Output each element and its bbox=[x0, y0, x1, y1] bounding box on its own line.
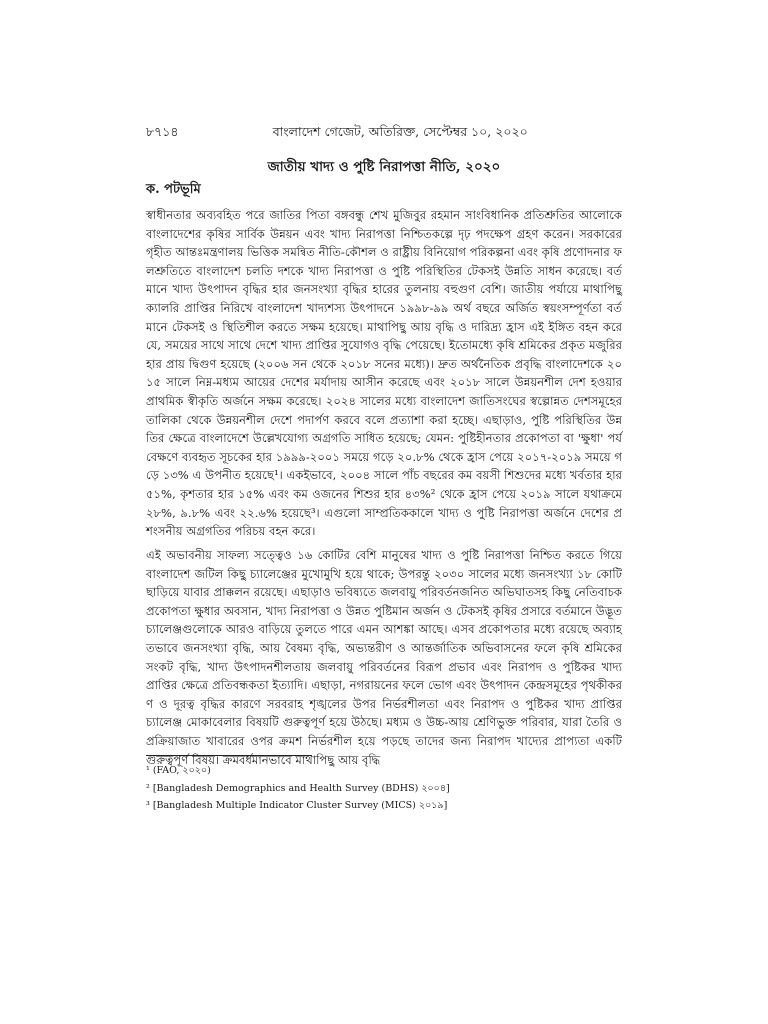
paragraph-background: স্বাধীনতার অব্যবহিত পরে জাতির পিতা বঙ্গবন্ধু শেখ মুজিবুর রহমান সাংবিধানিক প্রতিশ্রুতির আলোকে বাংলাদেশের কৃষির সার্বিক উন্নয়ন এবং খাদ্য নিরাপত্তা নিশ্চিতকল্পে দৃঢ় পদক্ষেপ গ্রহণ করেন। সরকারের গৃহীত আন্তঃমন্ত্রণালয় ভিত্তিক সমন্বিত নীতি-কৌশল ও রাষ্ট্রীয় বিনিয়োগ পরিকল্পনা এবং কৃষি প্রণোদনার ফলশ্রুতিতে বাংলাদেশ চলতি দশকে খাদ্য নিরাপত্তা ও পুষ্টি পরিস্থিতির টেকসই উন্নতি সাধন করেছে। বর্তমানে খাদ্য উৎপাদন বৃদ্ধির হার জনসংখ্যা বৃদ্ধির হারের তুলনায় বহুগুণ বেশি। জাতীয় পর্যায়ে মাথাপিছু ক্যালরি প্রাপ্তির নিরিখে বাংলাদেশ খাদ্যশস্য উৎপাদনে ১৯৯৮-৯৯ অর্থ বছরে অর্জিত স্বয়ংসম্পূর্ণতা বর্তমানে টেকসই ও স্থিতিশীল করতে সক্ষম হয়েছে। মাথাপিছু আয় বৃদ্ধি ও দারিদ্র্য হ্রাস এই ইঙ্গিত বহন করে যে, সময়ের সাথে সাথে দেশে খাদ্য প্রাপ্তির সুযোগও বৃদ্ধি পেয়েছে। ইতোমধ্যে কৃষি শ্রমিকের প্রকৃত মজুরির হার প্রায় দ্বিগুণ হয়েছে (২০০৬ সন থেকে ২০১৮ সনের মধ্যে)। দ্রুত অর্থনৈতিক প্রবৃদ্ধি বাংলাদেশকে ২০১৫ সালে নিম্ন-মধ্যম আয়ের দেশের মর্যাদায় আসীন করেছে এবং ২০১৮ সালে উন্নয়নশীল দেশ হওয়ার প্রাথমিক স্বীকৃতি অর্জনে সক্ষম করেছে। ২০২৪ সালের মধ্যে বাংলাদেশ জাতিসংঘের স্বল্পোন্নত দেশসমূহের তালিকা থেকে উন্নয়নশীল দেশে পদার্পণ করবে বলে প্রত্যাশা করা হচ্ছে। এছাড়াও, পুষ্টি পরিস্থিতির উন্নতির ক্ষেত্রে বাংলাদেশে উল্লেখযোগ্য অগ্রগতি সাধিত হয়েছে; যেমন: পুষ্টিহীনতার প্রকোপতা বা 'ক্ষুধা' পর্যবেক্ষণে ব্যবহৃত সূচকের হার ১৯৯৯-২০০১ সময়ে গড়ে ২০.৮% থেকে হ্রাস পেয়ে ২০১৭-২০১৯ সময়ে গড়ে ১৩% এ উপনীত হয়েছে¹। একইভাবে, ২০০৪ সালে পাঁচ বছরের কম বয়সী শিশুদের মধ্যে খর্বতার হার ৫১%, কৃশতার হার ১৫% এবং কম ওজনের শিশুর হার ৪৩%² থেকে হ্রাস পেয়ে ২০১৯ সালে যথাক্রমে ২৮%, ৯.৮% এবং ২২.৬% হয়েছে³। এগুলো সাম্প্রতিককালে খাদ্য ও পুষ্টি নিরাপত্তা অর্জনে দেশের প্রশংসনীয় অগ্রগতির পরিচয় বহন করে। bbox=[146, 208, 622, 539]
document-title: জাতীয় খাদ্য ও পুষ্টি নিরাপত্তা নীতি, ২০২০ bbox=[267, 159, 501, 175]
page-number: ৮৭১৪ bbox=[146, 124, 179, 139]
paragraph-challenges: এই অভাবনীয় সাফল্য সত্ত্বেও ১৬ কোটির বেশি মানুষের খাদ্য ও পুষ্টি নিরাপত্তা নিশ্চিত করতে গিয়ে বাংলাদেশ জটিল কিছু চ্যালেঞ্জের মুখোমুখি হয়ে থাকে; উপরন্তু ২০৩০ সালের মধ্যে জনসংখ্যা ১৮ কোটি ছাড়িয়ে যাবার প্রাক্কলন রয়েছে। এছাড়াও ভবিষ্যতে জলবায়ু পরিবর্তনজনিত অভিঘাতসহ কিছু নেতিবাচক প্রকোপতা ক্ষুধার অবসান, খাদ্য নিরাপত্তা ও উন্নত পুষ্টিমান অর্জন ও টেকসই কৃষির প্রসারে বর্তমানে উদ্ভূত চ্যালেঞ্জগুলোকে আরও বাড়িয়ে তুলতে পারে এমন আশঙ্কা আছে। এসব প্রকোপতার মধ্যে রয়েছে অব্যাহতভাবে জনসংখ্যা বৃদ্ধি, আয় বৈষম্য বৃদ্ধি, অভ্যন্তরীণ ও আন্তর্জাতিক অভিবাসনের ফলে কৃষি শ্রমিকের সংকট বৃদ্ধি, খাদ্য উৎপাদনশীলতায় জলবায়ু পরিবর্তনের বিরূপ প্রভাব এবং নিরাপদ ও পুষ্টিকর খাদ্য প্রাপ্তির ক্ষেত্রে প্রতিবন্ধকতা ইত্যাদি। এছাড়া, নগরায়নের ফলে ভোগ এবং উৎপাদন কেন্দ্রসমূহের পৃথকীকরণ ও দূরত্ব বৃদ্ধির কারণে সরবরাহ শৃঙ্খলের উপর নির্ভরশীলতা এবং নিরাপদ ও পুষ্টিকর খাদ্য প্রাপ্তির চ্যালেঞ্জ মোকাবেলার বিষয়টি গুরুত্বপূর্ণ হয়ে উঠছে। মধ্যম ও উচ্চ-আয় শ্রেণিভুক্ত পরিবার, যারা তৈরি ও প্রক্রিয়াজাত খাবারের ওপর ক্রমশ নির্ভরশীল হয়ে পড়ছে তাদের জন্য নিরাপদ খাদ্যের প্রাপ্যতা একটি গুরুত্বপূর্ণ বিষয়। ক্রমবর্ধমানভাবে মাথাপিছু আয় বৃদ্ধি bbox=[146, 548, 622, 767]
footnote-divider bbox=[146, 755, 312, 756]
footnote-1: ¹ (FAO, ২০২০) bbox=[146, 765, 211, 776]
footnotes bbox=[146, 762, 622, 815]
gazette-title: বাংলাদেশ গেজেট, অতিরিক্ত, সেপ্টেম্বর ১০, ২০২০ bbox=[272, 124, 528, 139]
page-header bbox=[146, 124, 622, 144]
section-heading: ক. পটভূমি bbox=[146, 182, 201, 197]
footnote-2: ² [Bangladesh Demographics and Health Survey (BDHS) ২০০৪] bbox=[146, 782, 450, 794]
footnote-3: ³ [Bangladesh Multiple Indicator Cluster Survey (MICS) ২০১৯] bbox=[146, 800, 448, 811]
